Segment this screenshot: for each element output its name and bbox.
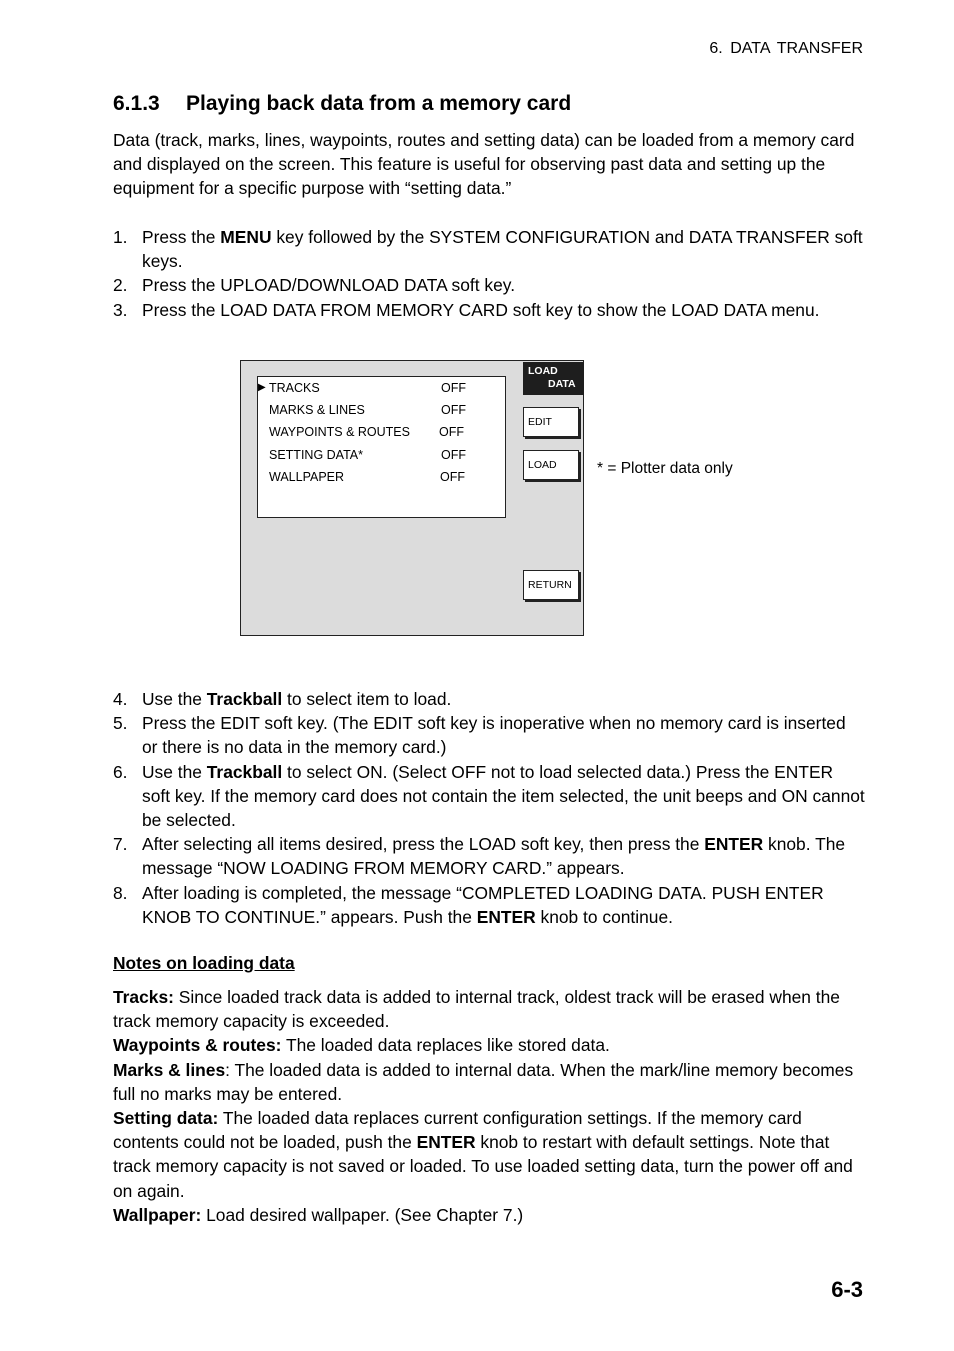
menu-item-value: OFF — [439, 425, 464, 439]
menu-item-label: WAYPOINTS & ROUTES — [269, 425, 410, 439]
note-term: Waypoints & routes: — [113, 1035, 282, 1056]
step-keyword: ENTER — [476, 906, 536, 927]
menu-item-label: WALLPAPER — [269, 470, 345, 484]
step-text: Use the — [142, 761, 207, 782]
note-text: The loaded data replaces current configuration settings. If the memory card contents could not be loaded, push the — [113, 1108, 802, 1153]
return-softkey[interactable]: RETURN — [523, 570, 579, 600]
step-text: knob to continue. — [535, 906, 673, 927]
step-number: 7. — [113, 834, 128, 855]
step-number: 2. — [113, 275, 128, 296]
step-text: After loading is completed, the message “COMPLETED LOADING DATA. PUSH ENTER KNOB TO CONTINUE.” appears. Push the — [142, 882, 824, 927]
step-text: key followed by the SYSTEM CONFIGURATION and DATA TRANSFER soft keys. — [142, 227, 863, 272]
procedure-steps-1 — [113, 225, 865, 322]
step-item — [113, 298, 865, 322]
section-title-text: Playing back data from a memory card — [186, 92, 572, 115]
step-text: Press the — [142, 227, 221, 247]
menu-item-value: OFF — [440, 470, 465, 484]
step-number: 4. — [113, 689, 128, 709]
cursor-arrow-icon: ▶ — [258, 382, 266, 393]
menu-item-marks-lines[interactable] — [269, 401, 499, 419]
note-waypoints — [113, 1033, 865, 1057]
note-term: Marks & lines — [113, 1059, 226, 1080]
step-text: knob. The message “NOW LOADING FROM MEMORY CARD.” appears. — [142, 834, 846, 879]
plotter-footnote: * = Plotter data only — [597, 460, 733, 477]
step-text: Press the EDIT soft key. (The EDIT soft key is inoperative when no memory card is inserted or there is no data in the memory card.) — [142, 713, 846, 758]
menu-item-label: SETTING DATA* — [269, 448, 363, 462]
step-number: 5. — [113, 713, 128, 734]
step-item — [113, 273, 865, 297]
step-item — [113, 225, 865, 273]
menu-item-value: OFF — [441, 448, 466, 462]
edit-softkey[interactable]: EDIT — [523, 407, 579, 437]
menu-item-value: OFF — [441, 381, 466, 395]
menu-item-label: MARKS & LINES — [269, 403, 365, 417]
note-setting-data — [113, 1106, 865, 1203]
menu-item-tracks[interactable] — [258, 379, 499, 397]
step-number: 8. — [113, 882, 128, 903]
section-number: 6.1.3 — [113, 92, 160, 115]
note-text: Since loaded track data is added to internal track, oldest track will be erased when the track memory capacity is exceeded. — [113, 987, 840, 1032]
step-item — [113, 881, 865, 929]
note-text: knob to restart with default settings. Note that track memory capacity is not saved or loaded. To use loaded setting data, turn the power off and on again. — [113, 1132, 853, 1201]
step-text: to select item to load. — [282, 689, 452, 709]
menu-item-label: TRACKS — [269, 381, 320, 395]
step-item — [113, 711, 865, 759]
softkey-title-line1: LOAD — [528, 365, 558, 377]
step-keyword: Trackball — [206, 761, 283, 782]
load-softkey[interactable]: LOAD — [523, 450, 579, 480]
notes-heading: Notes on loading data — [113, 953, 295, 973]
load-data-menu — [257, 376, 506, 518]
step-item — [113, 687, 865, 711]
section-title — [113, 92, 571, 116]
note-text: : The loaded data is added to internal data. When the mark/line memory becomes full no marks may be entered. — [113, 1059, 854, 1104]
note-text: Load desired wallpaper. (See Chapter 7.) — [201, 1204, 524, 1225]
page-number: 6-3 — [831, 1277, 863, 1302]
note-term: Setting data: — [113, 1108, 219, 1129]
note-keyword: ENTER — [416, 1132, 476, 1153]
step-text: Press the UPLOAD/DOWNLOAD DATA soft key. — [142, 275, 516, 296]
step-number: 1. — [113, 227, 128, 247]
load-data-screen — [240, 360, 584, 636]
note-term: Tracks: — [113, 987, 174, 1007]
note-tracks — [113, 985, 865, 1033]
menu-item-value: OFF — [441, 403, 466, 417]
step-item — [113, 760, 865, 833]
step-text: to select ON. (Select OFF not to load selected data.) Press the ENTER soft key. If the memory card does not contain the item selected, the unit beeps and ON cannot be selected. — [142, 761, 865, 831]
step-text: Use the — [142, 689, 207, 709]
note-marks — [113, 1058, 865, 1106]
note-text: The loaded data replaces like stored data. — [281, 1035, 610, 1056]
step-text: After selecting all items desired, press the LOAD soft key, then press the — [142, 834, 705, 855]
note-term: Wallpaper: — [113, 1204, 202, 1225]
menu-item-setting-data[interactable] — [269, 446, 499, 464]
procedure-steps-2 — [113, 687, 865, 929]
step-number: 3. — [113, 299, 128, 320]
step-keyword: ENTER — [704, 834, 764, 855]
step-keyword: Trackball — [206, 689, 283, 709]
menu-item-wallpaper[interactable] — [269, 468, 499, 486]
menu-item-waypoints-routes[interactable] — [269, 423, 499, 441]
notes-section — [113, 985, 865, 1227]
note-wallpaper — [113, 1203, 865, 1227]
step-text: Press the LOAD DATA FROM MEMORY CARD soft key to show the LOAD DATA menu. — [142, 299, 820, 320]
intro-paragraph: Data (track, marks, lines, waypoints, routes and setting data) can be loaded from a memory card and displayed on the screen. This feature is useful for observing past data and setting up the equipment for a specific purpose with “setting data.” — [113, 130, 855, 199]
step-item — [113, 832, 865, 880]
running-header: 6. DATA TRANSFER — [709, 40, 863, 57]
softkey-title — [523, 362, 584, 395]
softkey-title-line2: DATA — [548, 378, 576, 390]
step-keyword: MENU — [220, 227, 272, 247]
step-number: 6. — [113, 761, 128, 782]
